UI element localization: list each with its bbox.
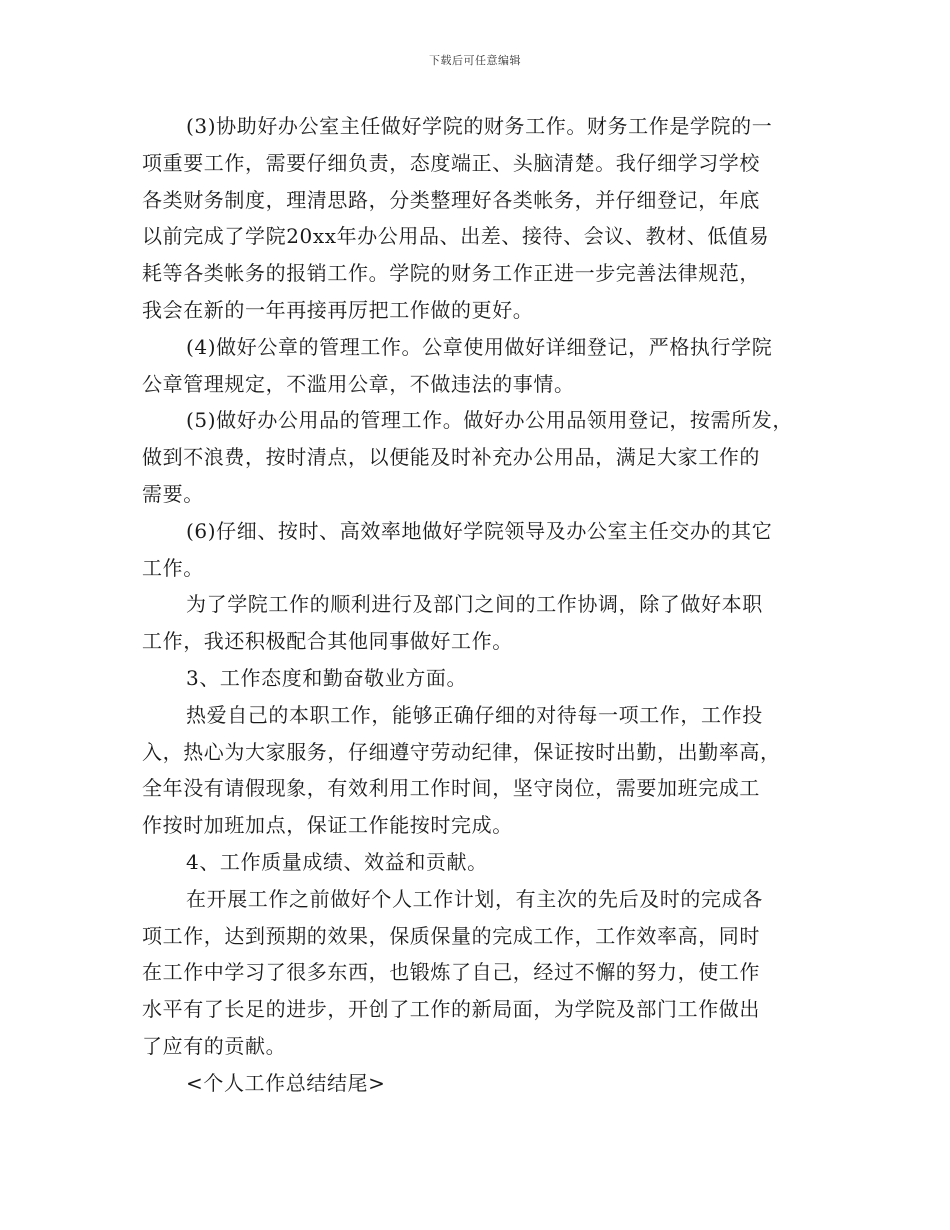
text-line: 4、工作质量成绩、效益和贡献。 xyxy=(186,849,488,874)
text-line: (4)做好公章的管理工作。公章使用做好详细登记，严格执行学院 xyxy=(186,334,773,359)
text-line: 在工作中学习了很多东西，也锻炼了自己，经过不懈的努力，使工作 xyxy=(142,960,760,985)
text-line: 工作。 xyxy=(142,555,204,580)
page-header-note: 下载后可任意编辑 xyxy=(429,54,521,67)
text-line: (6)仔细、按时、高效率地做好学院领导及办公室主任交办的其它 xyxy=(186,518,773,543)
text-line: 作按时加班加点，保证工作能按时完成。 xyxy=(142,813,513,838)
text-line: 入，热心为大家服务，仔细遵守劳动纪律，保证按时出勤，出勤率高， xyxy=(142,739,781,764)
text-line: (3)协助好办公室主任做好学院的财务工作。财务工作是学院的一 xyxy=(186,114,773,138)
text-line: 做到不浪费，按时清点，以便能及时补充办公用品，满足大家工作的 xyxy=(142,445,760,470)
text-line: 项重要工作，需要仔细负责，态度端正、头脑清楚。我仔细学习学校 xyxy=(142,150,760,175)
text-line: 公章管理规定，不滥用公章，不做违法的事情。 xyxy=(142,371,575,396)
text-line: 耗等各类帐务的报销工作。学院的财务工作正进一步完善法律规范， xyxy=(142,261,760,286)
text-line: 工作，我还积极配合其他同事做好工作。 xyxy=(142,629,513,654)
text-line: 我会在新的一年再接再厉把工作做的更好。 xyxy=(142,297,534,322)
text-line: (5)做好办公用品的管理工作。做好办公用品领用登记，按需所发， xyxy=(186,408,793,433)
text-line: 热爱自己的本职工作，能够正确仔细的对待每一项工作，工作投 xyxy=(186,702,763,727)
text-line: <个人工作总结结尾> xyxy=(186,1070,386,1095)
text-line: 在开展工作之前做好个人工作计划，有主次的先后及时的完成各 xyxy=(186,886,763,911)
text-line: 水平有了长足的进步，开创了工作的新局面，为学院及部门工作做出 xyxy=(142,997,760,1022)
text-line: 各类财务制度，理清思路，分类整理好各类帐务，并仔细登记，年底 xyxy=(142,187,760,212)
text-line: 了应有的贡献。 xyxy=(142,1033,287,1058)
text-line: 项工作，达到预期的效果，保质保量的完成工作，工作效率高，同时 xyxy=(142,923,760,948)
text-line: 以前完成了学院20xx年办公用品、出差、接待、会议、教材、低值易 xyxy=(142,224,770,249)
text-line: 需要。 xyxy=(142,481,204,506)
document-body xyxy=(142,108,832,1102)
text-line: 3、工作态度和勤奋敬业方面。 xyxy=(186,665,468,690)
text-line: 为了学院工作的顺利进行及部门之间的工作协调，除了做好本职 xyxy=(186,592,763,617)
text-line: 全年没有请假现象，有效利用工作时间，坚守岗位，需要加班完成工 xyxy=(142,776,760,801)
